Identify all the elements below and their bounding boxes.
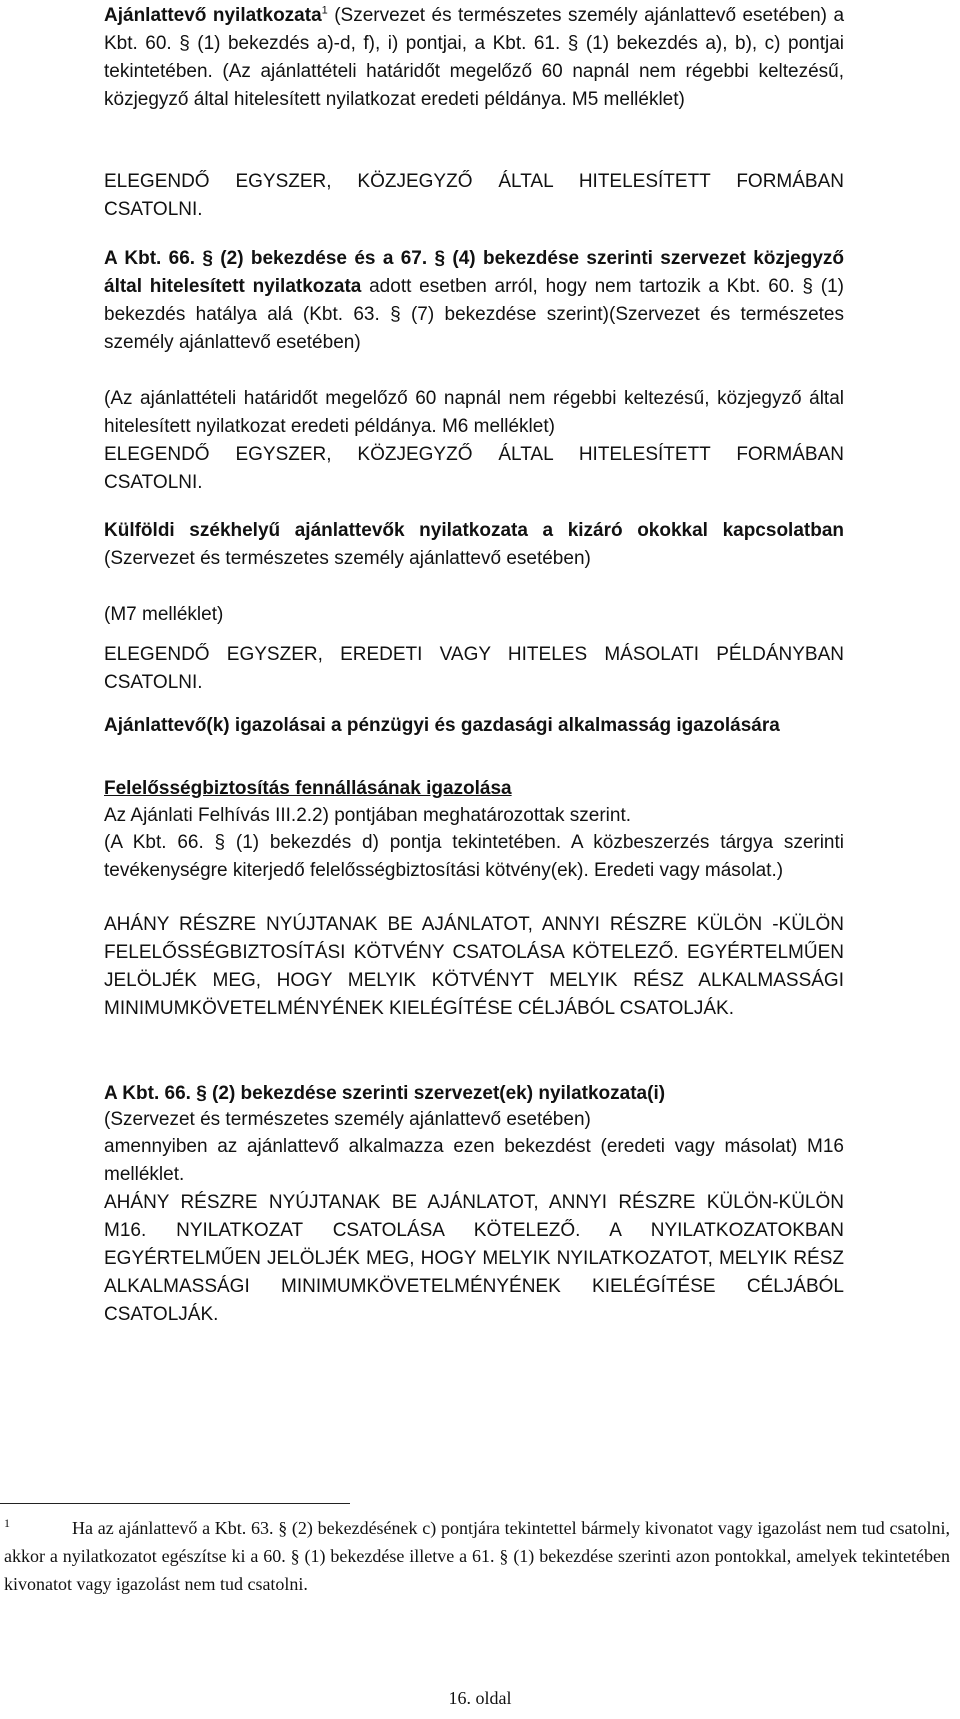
footnote-ref: 1 [321, 4, 328, 17]
section-kulfoldi-szekhelyu [104, 517, 844, 573]
section-body: a Kbt. 60. § (1) bekezdés a)-d, f), i) pontjai, a Kbt. 61. § (1) bekezdés a), b), c) pontjai tekintetében. (Az ajánlattételi határidőt megelőző 60 napnál nem régebbi keltezésű, közjegyző által hitelesített nyilatkozat eredeti példánya. M5 melléklet) [104, 5, 845, 110]
instruction-caps: ELEGENDŐ EGYSZER, EREDETI VAGY HITELES MÁSOLATI PÉLDÁNYBAN CSATOLNI. [104, 644, 844, 693]
section-title: A Kbt. 66. § (2) bekezdése és a 67. § (4) bekezdése szerinti szervezet közjegyző által hitelesített nyilatkozata [104, 248, 844, 297]
section-body: amennyiben az ajánlattevő alkalmazza ezen bekezdést (eredeti vagy másolat) M16 melléklet. [104, 1136, 844, 1185]
section-line: Az Ajánlati Felhívás III.2.2) pontjában meghatározottak szerint. [104, 805, 632, 826]
section-ajanlattevo-nyilatkozata [104, 2, 844, 114]
section-heading-penzugyi: Ajánlattevő(k) igazolásai a pénzügyi és gazdasági alkalmasság igazolására [104, 715, 780, 736]
footnote-divider [0, 1503, 350, 1504]
section-title: Ajánlattevő nyilatkozata [104, 5, 322, 26]
section-note: (M7 melléklet) [104, 604, 224, 625]
instruction-caps: AHÁNY RÉSZRE NYÚJTANAK BE AJÁNLATOT, ANNYI RÉSZRE KÜLÖN -KÜLÖN FELELŐSSÉGBIZTOSÍTÁSI KÖTVÉNY CSATOLÁSA KÖTELEZŐ. EGYÉRTELMŰEN JELÖLJÉK MEG, HOGY MELYIK KÖTVÉNYT MELYIK RÉSZ ALKALMASSÁGI MINIMUMKÖVETELMÉNYÉNEK KIELÉGÍTÉSE CÉLJÁBÓL CSATOLJÁK. [104, 914, 844, 1019]
instruction-caps: ELEGENDŐ EGYSZER, KÖZJEGYZŐ ÁLTAL HITELESÍTETT FORMÁBAN CSATOLNI. [104, 444, 844, 493]
section-subtitle: (Szervezet és természetes személy ajánlattevő esetében) [104, 1109, 591, 1130]
footnote [4, 1514, 950, 1598]
section-note: (Az ajánlattételi határidőt megelőző 60 napnál nem régebbi keltezésű, közjegyző által hitelesített nyilatkozat eredeti példánya. M6 melléklet) [104, 388, 844, 437]
instruction-caps: ELEGENDŐ EGYSZER, KÖZJEGYZŐ ÁLTAL HITELESÍTETT FORMÁBAN CSATOLNI. [104, 171, 844, 220]
section-heading-felelossegbiztositas: Felelősségbiztosítás fennállásának igazolása [104, 778, 512, 799]
section-kbt-66-67 [104, 245, 844, 357]
section-body: (Szervezet és természetes személy ajánlattevő esetében) [104, 548, 591, 569]
section-subtitle: (Szervezet és természetes személy ajánlattevő esetében) [334, 5, 827, 26]
footnote-text: Ha az ajánlattevő a Kbt. 63. § (2) bekezdésének c) pontjára tekintettel bármely kivonatot vagy igazolást nem tud csatolni, akkor a nyilatkozatot egészítse ki a 60. § (1) bekezdése illetve a 61. § (1) bekezdése szerinti azon pontokkal, amelyek tekintetében kivonatot vagy igazolást nem tud csatolni. [4, 1518, 950, 1594]
section-body: (A Kbt. 66. § (1) bekezdés d) pontja tekintetében. A közbeszerzés tárgya szerinti tevékenységre kiterjedő felelősségbiztosítási kötvény(ek). Eredeti vagy másolat.) [104, 832, 844, 881]
section-title: Külföldi székhelyű ajánlattevők nyilatkozata a kizáró okokkal kapcsolatban [104, 520, 844, 541]
footnote-mark: 1 [4, 1516, 10, 1530]
instruction-caps: AHÁNY RÉSZRE NYÚJTANAK BE AJÁNLATOT, ANNYI RÉSZRE KÜLÖN-KÜLÖN M16. NYILATKOZAT CSATOLÁSA KÖTELEZŐ. A NYILATKOZATOKBAN EGYÉRTELMŰEN JELÖLJÉK MEG, HOGY MELYIK NYILATKOZATOT, MELYIK RÉSZ ALKALMASSÁGI MINIMUMKÖVETELMÉNYÉNEK KIELÉGÍTÉSE CÉLJÁBÓL CSATOLJÁK. [104, 1192, 844, 1325]
section-kbt-66-2: A Kbt. 66. § (2) bekezdése szerinti szervezet(ek) nyilatkozata(i) [104, 1083, 666, 1104]
page-number: 16. oldal [448, 1688, 512, 1708]
section-body: adott esetben arról, hogy nem tartozik a Kbt. 60. § (1) bekezdés hatálya alá (Kbt. 63. § (7) bekezdése szerint)(Szervezet és természetes személy ajánlattevő esetében) [104, 276, 844, 353]
